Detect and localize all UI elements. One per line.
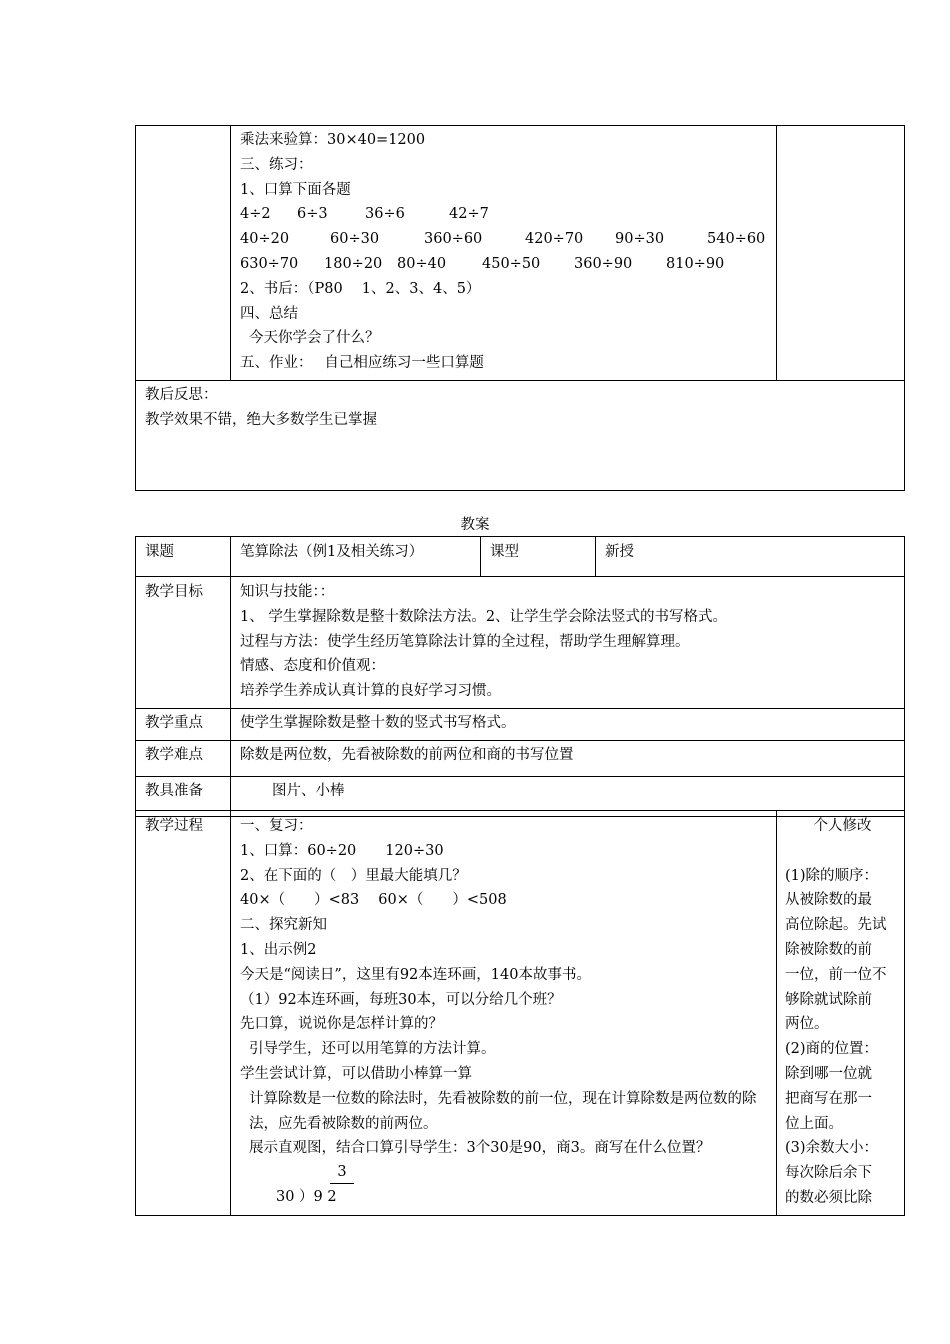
type-value-cell xyxy=(596,537,905,577)
review-heading: 一、复习： xyxy=(240,818,313,834)
modify-line: 除到哪一位就 xyxy=(785,1065,872,1082)
modify-line: (2)商的位置： xyxy=(785,1041,879,1058)
doc-title: 教案 xyxy=(460,517,490,533)
practice-heading: 三、练习： xyxy=(240,156,313,173)
calc-item: 360÷90 xyxy=(574,255,633,272)
modify-line: 高位除起。先试 xyxy=(785,917,887,934)
fill-in-exercise: 40×（ ）<83 60×（ ）<508 xyxy=(240,892,507,909)
calc-row-1 xyxy=(240,202,767,227)
goal-line: 过程与方法：使学生经历笔算除法计算的全过程，帮助学生理解算理。 xyxy=(240,633,690,650)
calc-item: 6÷3 xyxy=(297,206,328,223)
modify-line: (1)除的顺序： xyxy=(785,867,879,884)
practice-content-cell xyxy=(231,126,777,381)
key-value-cell xyxy=(231,708,905,740)
difficulty-label-cell xyxy=(136,740,231,776)
modify-line: 的数必须比除 xyxy=(785,1189,872,1206)
goal-line: 情感、态度和价值观： xyxy=(240,658,385,675)
goal-content-cell xyxy=(231,577,905,709)
goal-label-cell xyxy=(136,577,231,709)
previous-lesson-table xyxy=(135,125,905,491)
modify-line: 把商写在那一 xyxy=(785,1090,872,1107)
homework-line: 五、作业： 自己相应练习一些口算题 xyxy=(240,355,484,372)
summary-heading: 四、总结 xyxy=(240,305,298,322)
difficulty-label: 教学难点 xyxy=(145,746,203,763)
modify-line: 每次除后余下 xyxy=(785,1165,872,1182)
modify-line: 除被除数的前 xyxy=(785,941,872,958)
division-quotient: 3 xyxy=(330,1161,354,1184)
goal-line: 1、 学生掌握除数是整十数除法方法。2、让学生学会除法竖式的书写格式。 xyxy=(240,608,728,625)
key-label: 教学重点 xyxy=(145,714,203,731)
type-label-cell xyxy=(481,537,596,577)
key-value: 使学生掌握除数是整十数的竖式书写格式。 xyxy=(240,714,516,731)
tools-value: 图片、小棒 xyxy=(272,782,345,799)
topic-label: 课题 xyxy=(145,544,174,560)
guide-written: 引导学生，还可以用笔算的方法计算。 xyxy=(249,1041,496,1058)
show-diagram: 展示直观图，结合口算引导学生：3个30是90，商3。商写在什么位置？ xyxy=(249,1140,711,1157)
modify-spacer xyxy=(785,839,900,864)
calc-item: 42÷7 xyxy=(449,206,489,223)
goal-line: 培养学生养成认真计算的良好学习习惯。 xyxy=(240,683,501,700)
calc-item: 36÷6 xyxy=(365,206,405,223)
calc-item: 4÷2 xyxy=(240,206,271,223)
topic-value-cell xyxy=(231,537,481,577)
mental-first: 先口算，说说你是怎样计算的？ xyxy=(240,1016,443,1033)
type-value: 新授 xyxy=(605,544,634,560)
calc-item: 80÷40 xyxy=(397,255,447,272)
modify-line: 位上面。 xyxy=(785,1115,843,1132)
compare-explanation: 计算除数是一位数的除法时，先看被除数的前一位，现在计算除数是两位数的除法，应先看被除数的前两位。 xyxy=(249,1090,757,1132)
calc-row-3 xyxy=(240,252,767,277)
calc-item: 360÷60 xyxy=(424,231,483,248)
modify-line: 够除就试除前 xyxy=(785,991,872,1008)
lesson-plan-table xyxy=(135,536,905,817)
example-heading: 1、出示例2 xyxy=(240,941,317,958)
topic-value: 笔算除法（例1及相关练习） xyxy=(240,544,424,560)
mental-calc-heading: 1、口算下面各题 xyxy=(240,181,351,198)
goal-label: 教学目标 xyxy=(145,584,203,600)
modify-cell xyxy=(777,811,905,1216)
process-content-cell xyxy=(231,811,777,1216)
empty-modify-cell xyxy=(777,126,905,381)
fill-in-question: 2、在下面的（ ）里最大能填几？ xyxy=(240,867,467,884)
topic-label-cell xyxy=(136,537,231,577)
tools-label: 教具准备 xyxy=(145,782,203,799)
calc-item: 60÷30 xyxy=(330,231,380,248)
calc-item: 450÷50 xyxy=(482,255,541,272)
long-division xyxy=(240,1161,767,1211)
verify-line: 乘法来验算：30×40=1200 xyxy=(240,132,426,148)
book-exercise-line: 2、书后：（P80 1、2、3、4、5） xyxy=(240,280,481,297)
summary-question: 今天你学会了什么？ xyxy=(249,330,380,347)
modify-header: 个人修改 xyxy=(813,818,872,834)
modify-line: 一位，前一位不 xyxy=(785,966,887,983)
division-expression: 30 ）9 2 xyxy=(276,1189,337,1206)
modify-line: (3)余数大小： xyxy=(785,1140,879,1157)
empty-label-cell xyxy=(136,126,231,381)
difficulty-value-cell xyxy=(231,740,905,776)
process-label: 教学过程 xyxy=(145,818,203,834)
type-label: 课型 xyxy=(490,544,519,560)
calc-item: 90÷30 xyxy=(615,231,665,248)
process-table xyxy=(135,810,905,1216)
process-label-cell xyxy=(136,811,231,1216)
reflection-cell xyxy=(136,380,905,490)
goal-line: 知识与技能：： xyxy=(240,584,335,600)
calc-item: 40÷20 xyxy=(240,231,290,248)
reading-day-text: 今天是“阅读日”，这里有92本连环画，140本故事书。 xyxy=(240,966,591,983)
modify-line: 从被除数的最 xyxy=(785,892,872,909)
key-label-cell xyxy=(136,708,231,740)
question-1: （1）92本连环画，每班30本，可以分给几个班？ xyxy=(240,991,562,1008)
calc-item: 420÷70 xyxy=(525,231,584,248)
calc-item: 810÷90 xyxy=(666,255,725,272)
student-try: 学生尝试计算，可以借助小棒算一算 xyxy=(240,1065,472,1082)
explore-heading: 二、探究新知 xyxy=(240,917,327,934)
calc-item: 180÷20 xyxy=(324,255,383,272)
review-calc: 1、口算：60÷20 120÷30 xyxy=(240,842,444,859)
calc-item: 630÷70 xyxy=(240,255,299,272)
modify-line: 两位。 xyxy=(785,1016,829,1033)
calc-row-2 xyxy=(240,227,767,252)
difficulty-value: 除数是两位数，先看被除数的前两位和商的书写位置 xyxy=(240,746,574,763)
reflection-text: 教学效果不错，绝大多数学生已掌握 xyxy=(145,411,377,428)
calc-item: 540÷60 xyxy=(707,231,766,248)
reflection-label: 教后反思： xyxy=(145,386,218,403)
